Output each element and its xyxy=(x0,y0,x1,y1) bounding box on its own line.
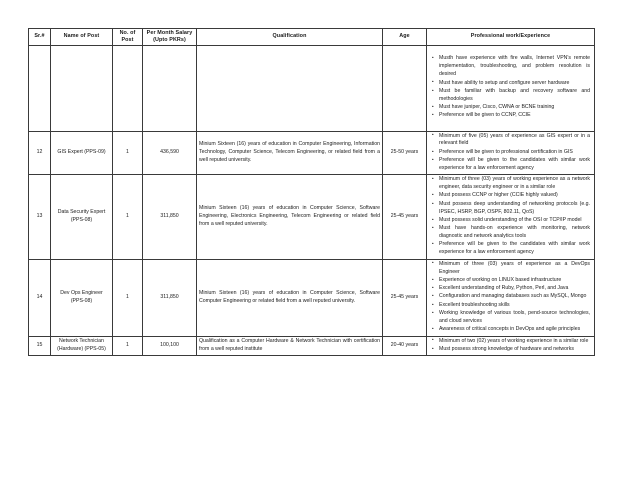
table-header-row xyxy=(29,29,595,46)
cell-name-of-post xyxy=(51,45,113,131)
job-posts-table xyxy=(28,28,595,356)
experience-bullet-item: • Minimum of three (03) years of experience as a DevOps Engineer xyxy=(439,261,590,277)
experience-bullet-item: • Must possess CCNP or higher (CCIE highly valued) xyxy=(439,192,590,200)
cell-serial-number: 14 xyxy=(29,259,51,336)
table-row xyxy=(29,259,595,336)
cell-name-of-post: Data Security Expert (PPS-08) xyxy=(51,175,113,259)
experience-bullet-item: • Excellent troubleshooting skills xyxy=(439,302,590,310)
cell-salary: 311,850 xyxy=(143,175,197,259)
table-row xyxy=(29,131,595,175)
table-header xyxy=(29,29,595,46)
experience-bullet-item: • Preference will be given to the candidates with similar work experience for a law enforcement agency xyxy=(439,241,590,257)
column-header-sr: Sr.# xyxy=(29,29,51,46)
experience-bullet-item: • Working knowledge of various tools, pend-source technologies, and cloud services xyxy=(439,310,590,326)
cell-experience xyxy=(427,131,595,175)
cell-salary: 436,590 xyxy=(143,131,197,175)
cell-serial-number: 13 xyxy=(29,175,51,259)
experience-bullet-item: • Must have hands-on experience with monitoring, network diagnostic and network analytics tools xyxy=(439,225,590,241)
cell-experience xyxy=(427,175,595,259)
cell-no-of-post xyxy=(113,45,143,131)
cell-salary: 100,100 xyxy=(143,336,197,356)
cell-age: 25-45 years xyxy=(383,175,427,259)
experience-bullet-item: • Musth have experience with fire walls, Internet VPN's remote implementation, troubleshooting, and problem resolution is desired xyxy=(439,55,590,79)
cell-age: 25-50 years xyxy=(383,131,427,175)
cell-experience xyxy=(427,45,595,131)
cell-qualification: Minium Sixteen (16) years of education in Computer Science, Software Engineering, Electronics Engineering, Telecom Engineering or related field from a well reputed university. xyxy=(197,175,383,259)
cell-qualification xyxy=(197,45,383,131)
cell-no-of-post: 1 xyxy=(113,131,143,175)
column-header-qualification: Qualification xyxy=(197,29,383,46)
cell-serial-number: 12 xyxy=(29,131,51,175)
experience-bullet-item: • Experience of working on LINUX based infrastructure xyxy=(439,277,590,285)
column-header-salary: Per Month Salary (Upto PKRs) xyxy=(143,29,197,46)
experience-bullet-item: • Preference will be given to CCNP, CCIE xyxy=(439,112,590,120)
column-header-experience: Professional work/Experience xyxy=(427,29,595,46)
cell-serial-number: 15 xyxy=(29,336,51,356)
table-body xyxy=(29,45,595,356)
job-posts-table-container xyxy=(28,28,594,356)
column-header-age: Age xyxy=(383,29,427,46)
experience-bullet-list xyxy=(429,176,592,257)
experience-bullet-list xyxy=(429,261,592,335)
cell-age: 25-45 years xyxy=(383,259,427,336)
experience-bullet-list xyxy=(429,338,592,354)
column-header-no-of-post: No. of Post xyxy=(113,29,143,46)
experience-bullet-item: • Minimum of three (03) years of working experience as a network engineer, data security engineer or in a similar role xyxy=(439,176,590,192)
cell-age xyxy=(383,45,427,131)
cell-name-of-post: Dev Ops Engineer (PPS-08) xyxy=(51,259,113,336)
experience-bullet-item: • Minimum of two (02) years of working experience in a similar role xyxy=(439,338,590,346)
cell-qualification: Qualification as a Computer Hardware & Network Technician with certification from a well reputed institute xyxy=(197,336,383,356)
experience-bullet-item: • Must possess strong knowledge of hardware and networks xyxy=(439,346,590,354)
cell-no-of-post: 1 xyxy=(113,175,143,259)
experience-bullet-item: • Preference will be given to professional certification in GIS xyxy=(439,149,590,157)
experience-bullet-item: • Preference will be given to the candidates with similar work experience for a law enforcement agency xyxy=(439,157,590,173)
experience-bullet-list xyxy=(429,133,592,173)
experience-bullet-list xyxy=(429,55,592,120)
experience-bullet-item: • Excellent understanding of Ruby, Python, Perl, and Java xyxy=(439,285,590,293)
cell-experience xyxy=(427,259,595,336)
cell-salary xyxy=(143,45,197,131)
experience-bullet-item: • Configuration and managing databases such as MySQL, Mongo xyxy=(439,293,590,301)
table-row xyxy=(29,45,595,131)
cell-qualification: Minium Sixteen (16) years of education in Computer Science, Software Computer Engineering or related field from a well reputed university. xyxy=(197,259,383,336)
experience-bullet-item: • Minimum of five (05) years of experience as GIS expert or in a relevant field xyxy=(439,133,590,149)
cell-experience xyxy=(427,336,595,356)
column-header-name-of-post: Name of Post xyxy=(51,29,113,46)
cell-no-of-post: 1 xyxy=(113,259,143,336)
cell-no-of-post: 1 xyxy=(113,336,143,356)
experience-bullet-item: • Must have juniper, Cisco, CWNA or BCNE training xyxy=(439,104,590,112)
cell-salary: 311,850 xyxy=(143,259,197,336)
table-row xyxy=(29,336,595,356)
cell-serial-number xyxy=(29,45,51,131)
experience-bullet-item: • Awareness of critical concepts in DevOps and agile principles xyxy=(439,326,590,334)
cell-qualification: Minium Sixteen (16) years of education in Computer Engineering, Information Technology, Computer Science, Telecom Engineering, or related field from a well reputed university. xyxy=(197,131,383,175)
experience-bullet-item: • Must possess deep understanding of networking protocols (e.g. IPSEC, HSRP, BGP, OSPF, 802.11, QoS) xyxy=(439,201,590,217)
cell-name-of-post: Network Technician (Hardware) (PPS-05) xyxy=(51,336,113,356)
table-row xyxy=(29,175,595,259)
cell-name-of-post: GIS Expert (PPS-09) xyxy=(51,131,113,175)
cell-age: 20-40 years xyxy=(383,336,427,356)
experience-bullet-item: • Must be familiar with backup and recovery software and methodologies xyxy=(439,88,590,104)
experience-bullet-item: • Must possess solid understanding of the OSI or TCP/IP model xyxy=(439,217,590,225)
experience-bullet-item: • Must have ability to setup and configure server hardware xyxy=(439,80,590,88)
